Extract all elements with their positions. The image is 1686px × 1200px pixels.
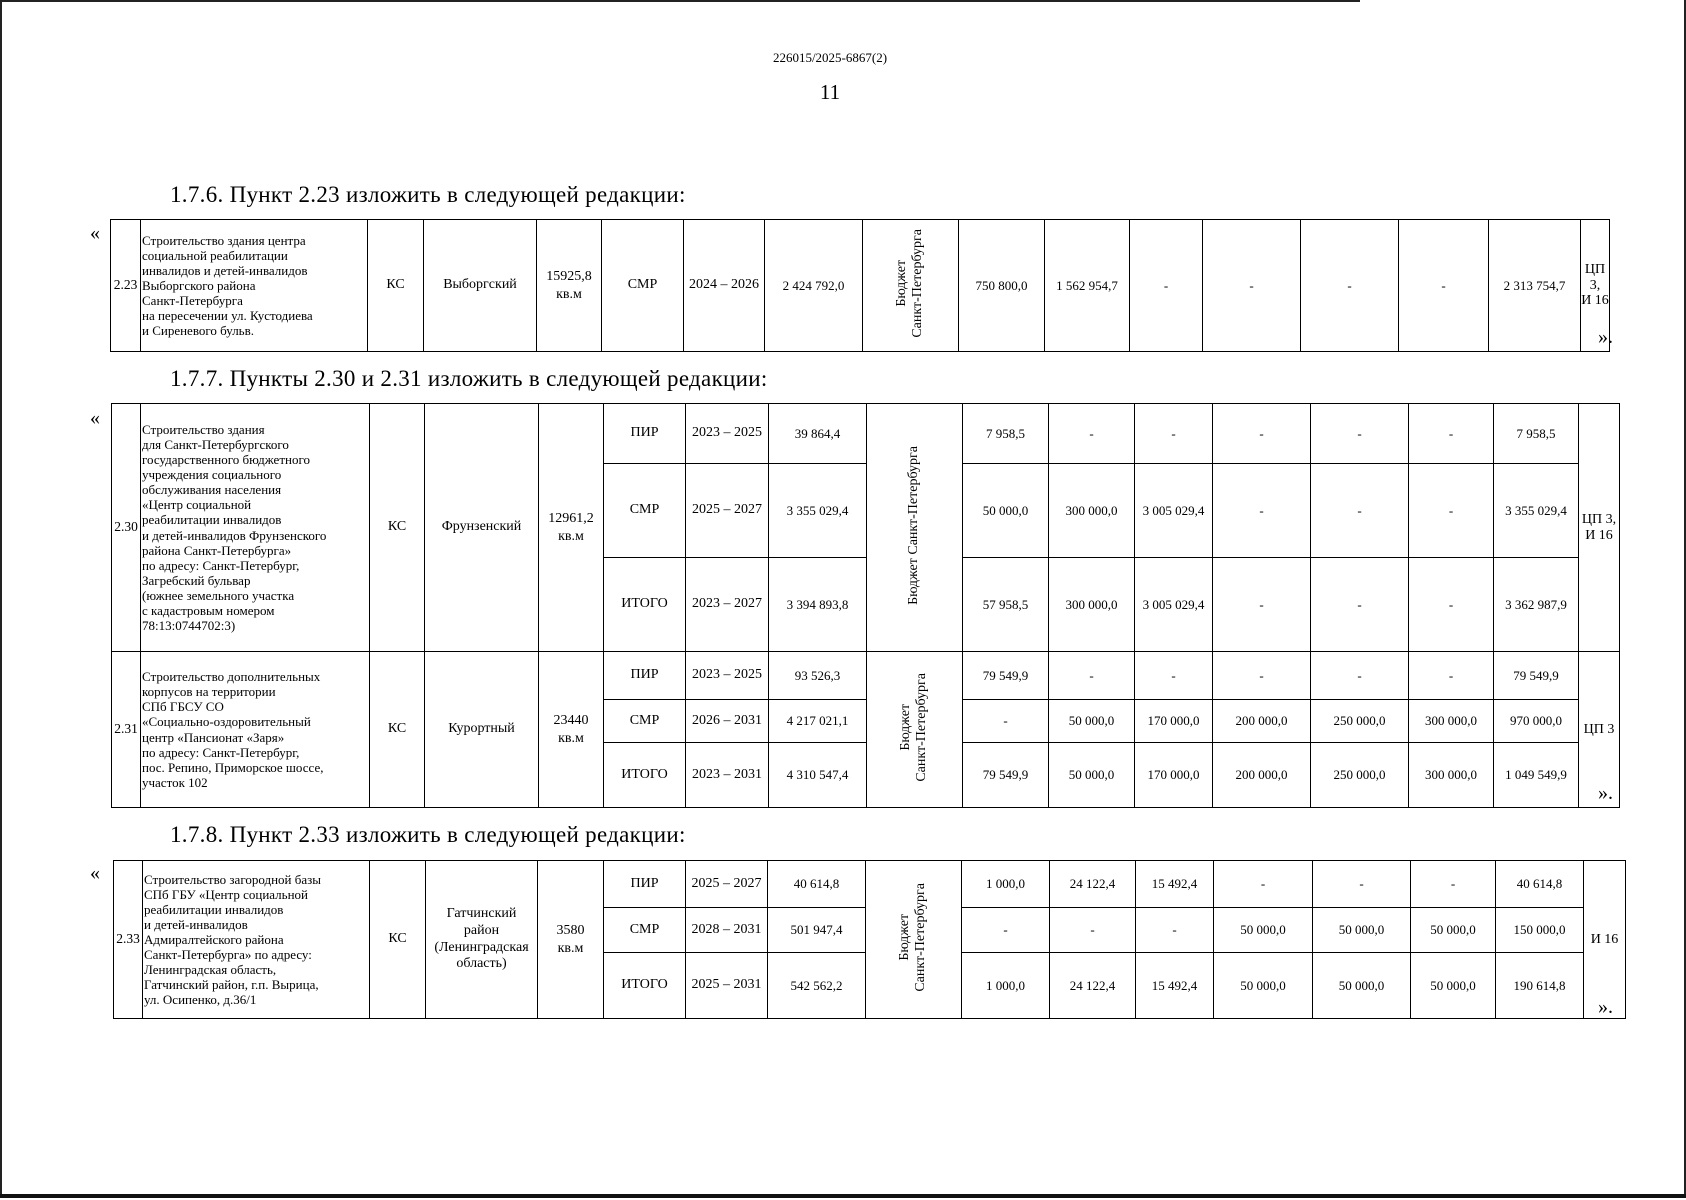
- object-name-line: Адмиралтейского района: [144, 931, 284, 947]
- program-code: И 16: [1584, 861, 1626, 1019]
- year-value: 1 000,0: [962, 861, 1050, 908]
- object-name-line: Гатчинский район, г.п. Вырица,: [144, 977, 319, 993]
- year-value: -: [1213, 464, 1311, 558]
- object-name-line: и детей-инвалидов: [144, 916, 248, 932]
- stage: СМР: [602, 220, 684, 352]
- period-sum: 970 000,0: [1494, 700, 1579, 743]
- year-value: -: [1311, 652, 1409, 700]
- document-id: 226015/2025-6867(2): [772, 50, 888, 65]
- object-name-line: государственного бюджетного: [142, 452, 310, 468]
- year-value: 79 549,9: [963, 652, 1049, 700]
- object-name-line: реабилитации инвалидов: [142, 512, 282, 528]
- object-name: [141, 220, 368, 352]
- year-value: 3 005 029,4: [1135, 558, 1213, 652]
- year-value: 79 549,9: [963, 743, 1049, 808]
- period-sum: 2 313 754,7: [1489, 220, 1581, 352]
- object-name: [143, 861, 370, 1019]
- year-value: -: [1311, 464, 1409, 558]
- object-name-line: Ленинградская область,: [144, 962, 277, 978]
- funding-source-line: Санкт-Петербурга: [914, 673, 930, 782]
- period: 2023 – 2025: [686, 404, 769, 464]
- program-line: И 16: [1585, 527, 1613, 543]
- table-item-2-33: [113, 860, 1626, 1019]
- object-name-line: Выборгского района: [142, 277, 256, 293]
- table-items-2-30-2-31: [111, 403, 1620, 808]
- year-value: -: [1203, 220, 1301, 352]
- object-name-line: и Сиреневого бульв.: [142, 323, 254, 339]
- period-sum: 3 355 029,4: [1494, 464, 1579, 558]
- table-row: [112, 404, 1620, 464]
- work-type: КС: [368, 220, 424, 352]
- district: Фрунзенский: [425, 404, 539, 652]
- stage: ИТОГО: [604, 743, 686, 808]
- object-name-line: по адресу: Санкт-Петербург,: [142, 557, 300, 573]
- year-value: 50 000,0: [1214, 908, 1313, 953]
- total-cost: 501 947,4: [768, 908, 866, 953]
- funding-source-line: Бюджет: [894, 260, 910, 307]
- year-value: 57 958,5: [963, 558, 1049, 652]
- object-name-line: Санкт-Петербурга» по адресу:: [144, 947, 312, 963]
- table-item-2-23: [110, 219, 1610, 352]
- object-name-line: центр «Пансионат «Заря»: [142, 729, 285, 745]
- year-value: 50 000,0: [1049, 700, 1135, 743]
- period-sum: 79 549,9: [1494, 652, 1579, 700]
- capacity: [538, 861, 604, 1019]
- year-value: 200 000,0: [1213, 700, 1311, 743]
- period: 2025 – 2031: [686, 953, 768, 1019]
- section-heading-1-7-7: 1.7.7. Пункты 2.30 и 2.31 изложить в следующей редакции:: [170, 366, 768, 391]
- year-value: -: [962, 908, 1050, 953]
- total-cost: 39 864,4: [769, 404, 867, 464]
- year-value: 300 000,0: [1409, 743, 1494, 808]
- year-value: -: [1409, 404, 1494, 464]
- year-value: -: [1135, 652, 1213, 700]
- period-sum: 7 958,5: [1494, 404, 1579, 464]
- funding-source-text: Бюджет Санкт-Петербурга: [906, 445, 922, 605]
- year-value: 24 122,4: [1050, 953, 1136, 1019]
- district-line: (Ленинградская: [434, 939, 529, 955]
- object-name-line: Строительство здания центра: [142, 232, 306, 248]
- period: 2028 – 2031: [686, 908, 768, 953]
- funding-source: [867, 404, 963, 652]
- year-value: -: [1135, 404, 1213, 464]
- table-row: [112, 652, 1620, 700]
- section-heading-1-7-6: 1.7.6. Пункт 2.23 изложить в следующей редакции:: [170, 182, 686, 207]
- period: 2025 – 2027: [686, 861, 768, 908]
- year-value: 1 000,0: [962, 953, 1050, 1019]
- object-name-line: и детей-инвалидов Фрунзенского: [142, 527, 327, 543]
- capacity-unit: кв.м: [557, 940, 584, 956]
- funding-source: [863, 220, 959, 352]
- year-value: -: [1311, 558, 1409, 652]
- object-name-line: Строительство загородной базы: [144, 871, 321, 887]
- object-name-line: (южнее земельного участка: [142, 587, 295, 603]
- object-name-line: «Социально-оздоровительный: [142, 714, 311, 730]
- opening-quote: «: [90, 222, 100, 244]
- year-value: -: [1409, 652, 1494, 700]
- period: 2024 – 2026: [684, 220, 765, 352]
- item-number: 2.31: [112, 652, 141, 808]
- year-value: 170 000,0: [1135, 700, 1213, 743]
- period: 2023 – 2031: [686, 743, 769, 808]
- year-value: 15 492,4: [1136, 861, 1214, 908]
- object-name-line: ул. Осипенко, д.36/1: [144, 992, 257, 1008]
- year-value: -: [1049, 404, 1135, 464]
- program-line: ЦП 3,: [1584, 262, 1606, 293]
- item-number: 2.30: [112, 404, 141, 652]
- stage: СМР: [604, 700, 686, 743]
- funding-source-line: Бюджет: [898, 704, 914, 751]
- district-line: область): [456, 956, 507, 972]
- object-name-line: социальной реабилитации: [142, 247, 288, 263]
- year-value: 50 000,0: [1411, 953, 1496, 1019]
- year-value: -: [1050, 908, 1136, 953]
- capacity: [539, 652, 604, 808]
- stage: ПИР: [604, 404, 686, 464]
- year-value: 50 000,0: [963, 464, 1049, 558]
- object-name: [141, 404, 370, 652]
- year-value: -: [1411, 861, 1496, 908]
- object-name-line: Санкт-Петербурга: [142, 293, 243, 309]
- capacity-unit: кв.м: [558, 730, 584, 746]
- funding-source: [867, 652, 963, 808]
- capacity-value: 12961,2: [548, 511, 594, 526]
- year-value: 300 000,0: [1049, 558, 1135, 652]
- capacity-unit: кв.м: [556, 286, 582, 302]
- funding-source-line: Санкт-Петербурга: [913, 883, 929, 992]
- object-name-line: СПб ГБСУ СО: [142, 699, 224, 715]
- page-border-top: [0, 0, 1360, 2]
- total-cost: 3 355 029,4: [769, 464, 867, 558]
- year-value: -: [1409, 558, 1494, 652]
- year-value: -: [1313, 861, 1411, 908]
- year-value: 15 492,4: [1136, 953, 1214, 1019]
- district: [426, 861, 538, 1019]
- total-cost: 2 424 792,0: [765, 220, 863, 352]
- capacity-value: 15925,8: [546, 269, 592, 284]
- object-name-line: реабилитации инвалидов: [144, 901, 284, 917]
- year-value: -: [1399, 220, 1489, 352]
- table-row: [111, 220, 1610, 352]
- object-name-line: 78:13:0744702:3): [142, 617, 236, 633]
- section-heading-1-7-8: 1.7.8. Пункт 2.33 изложить в следующей редакции:: [170, 822, 686, 847]
- object-name-line: для Санкт-Петербургского: [142, 437, 289, 453]
- object-name-line: Загребский бульвар: [142, 572, 251, 588]
- district: Выборгский: [424, 220, 537, 352]
- object-name-line: с кадастровым номером: [142, 602, 275, 618]
- work-type: КС: [370, 404, 425, 652]
- year-value: 50 000,0: [1411, 908, 1496, 953]
- year-value: -: [1301, 220, 1399, 352]
- period: 2023 – 2025: [686, 652, 769, 700]
- object-name-line: пос. Репино, Приморское шоссе,: [142, 759, 324, 775]
- page-number: 11: [819, 80, 841, 104]
- year-value: 200 000,0: [1213, 743, 1311, 808]
- program-code: [1579, 404, 1620, 652]
- year-value: -: [1136, 908, 1214, 953]
- year-value: 50 000,0: [1214, 953, 1313, 1019]
- stage: СМР: [604, 908, 686, 953]
- object-name-line: «Центр социальной: [142, 497, 252, 513]
- work-type: КС: [370, 861, 426, 1019]
- object-name-line: участок 102: [142, 774, 208, 790]
- object-name-line: обслуживания населения: [142, 482, 282, 498]
- program-code: ЦП 3: [1579, 652, 1620, 808]
- year-value: 250 000,0: [1311, 743, 1409, 808]
- capacity: [539, 404, 604, 652]
- stage: ПИР: [604, 861, 686, 908]
- period-sum: 3 362 987,9: [1494, 558, 1579, 652]
- total-cost: 93 526,3: [769, 652, 867, 700]
- object-name-line: СПб ГБУ «Центр социальной: [144, 886, 309, 902]
- page-border-bottom: [0, 1194, 1686, 1198]
- program-line: ЦП 3,: [1581, 512, 1617, 528]
- total-cost: 542 562,2: [768, 953, 866, 1019]
- funding-source-line: Санкт-Петербурга: [910, 229, 926, 338]
- closing-quote: ».: [1598, 326, 1613, 348]
- year-value: 250 000,0: [1311, 700, 1409, 743]
- funding-source: [866, 861, 962, 1019]
- object-name-line: учреждения социального: [142, 467, 282, 483]
- district-line: район: [463, 922, 500, 938]
- year-value: -: [1214, 861, 1313, 908]
- total-cost: 4 310 547,4: [769, 743, 867, 808]
- object-name: [141, 652, 370, 808]
- stage: ПИР: [604, 652, 686, 700]
- year-value: 50 000,0: [1313, 908, 1411, 953]
- object-name-line: инвалидов и детей-инвалидов: [142, 262, 308, 278]
- year-value: -: [1311, 404, 1409, 464]
- funding-source-line: Бюджет: [897, 914, 913, 961]
- district-line: Гатчинский: [446, 905, 517, 921]
- object-name-line: на пересечении ул. Кустодиева: [142, 308, 313, 324]
- total-cost: 40 614,8: [768, 861, 866, 908]
- year-value: 170 000,0: [1135, 743, 1213, 808]
- year-value: 1 562 954,7: [1045, 220, 1130, 352]
- year-value: 50 000,0: [1313, 953, 1411, 1019]
- year-value: 300 000,0: [1409, 700, 1494, 743]
- closing-quote: ».: [1598, 996, 1613, 1018]
- total-cost: 4 217 021,1: [769, 700, 867, 743]
- district: Курортный: [425, 652, 539, 808]
- object-name-line: Строительство здания: [142, 421, 265, 437]
- year-value: -: [1130, 220, 1203, 352]
- year-value: 750 800,0: [959, 220, 1045, 352]
- capacity: [537, 220, 602, 352]
- year-value: 300 000,0: [1049, 464, 1135, 558]
- year-value: -: [963, 700, 1049, 743]
- object-name-line: района Санкт-Петербурга»: [142, 542, 292, 558]
- item-number: 2.33: [114, 861, 143, 1019]
- object-name-line: Строительство дополнительных: [142, 669, 321, 685]
- period: 2023 – 2027: [686, 558, 769, 652]
- year-value: 7 958,5: [963, 404, 1049, 464]
- year-value: -: [1213, 404, 1311, 464]
- stage: ИТОГО: [604, 953, 686, 1019]
- year-value: -: [1409, 464, 1494, 558]
- page-border-left: [0, 0, 2, 1196]
- item-number: 2.23: [111, 220, 141, 352]
- capacity-value: 3580: [556, 923, 585, 938]
- year-value: -: [1049, 652, 1135, 700]
- stage: СМР: [604, 464, 686, 558]
- year-value: 24 122,4: [1050, 861, 1136, 908]
- year-value: 3 005 029,4: [1135, 464, 1213, 558]
- total-cost: 3 394 893,8: [769, 558, 867, 652]
- period: 2025 – 2027: [686, 464, 769, 558]
- capacity-value: 23440: [553, 713, 589, 728]
- work-type: КС: [370, 652, 425, 808]
- object-name-line: корпусов на территории: [142, 684, 276, 700]
- stage: ИТОГО: [604, 558, 686, 652]
- capacity-unit: кв.м: [558, 528, 584, 544]
- opening-quote: «: [90, 407, 100, 429]
- closing-quote: ».: [1598, 782, 1613, 804]
- program-line: И 16: [1581, 293, 1609, 309]
- table-row: [114, 861, 1626, 908]
- object-name-line: по адресу: Санкт-Петербург,: [142, 744, 300, 760]
- year-value: 50 000,0: [1049, 743, 1135, 808]
- period-sum: 40 614,8: [1496, 861, 1584, 908]
- year-value: -: [1213, 652, 1311, 700]
- year-value: -: [1213, 558, 1311, 652]
- period: 2026 – 2031: [686, 700, 769, 743]
- period-sum: 190 614,8: [1496, 953, 1584, 1019]
- period-sum: 1 049 549,9: [1494, 743, 1579, 808]
- opening-quote: «: [90, 862, 100, 884]
- period-sum: 150 000,0: [1496, 908, 1584, 953]
